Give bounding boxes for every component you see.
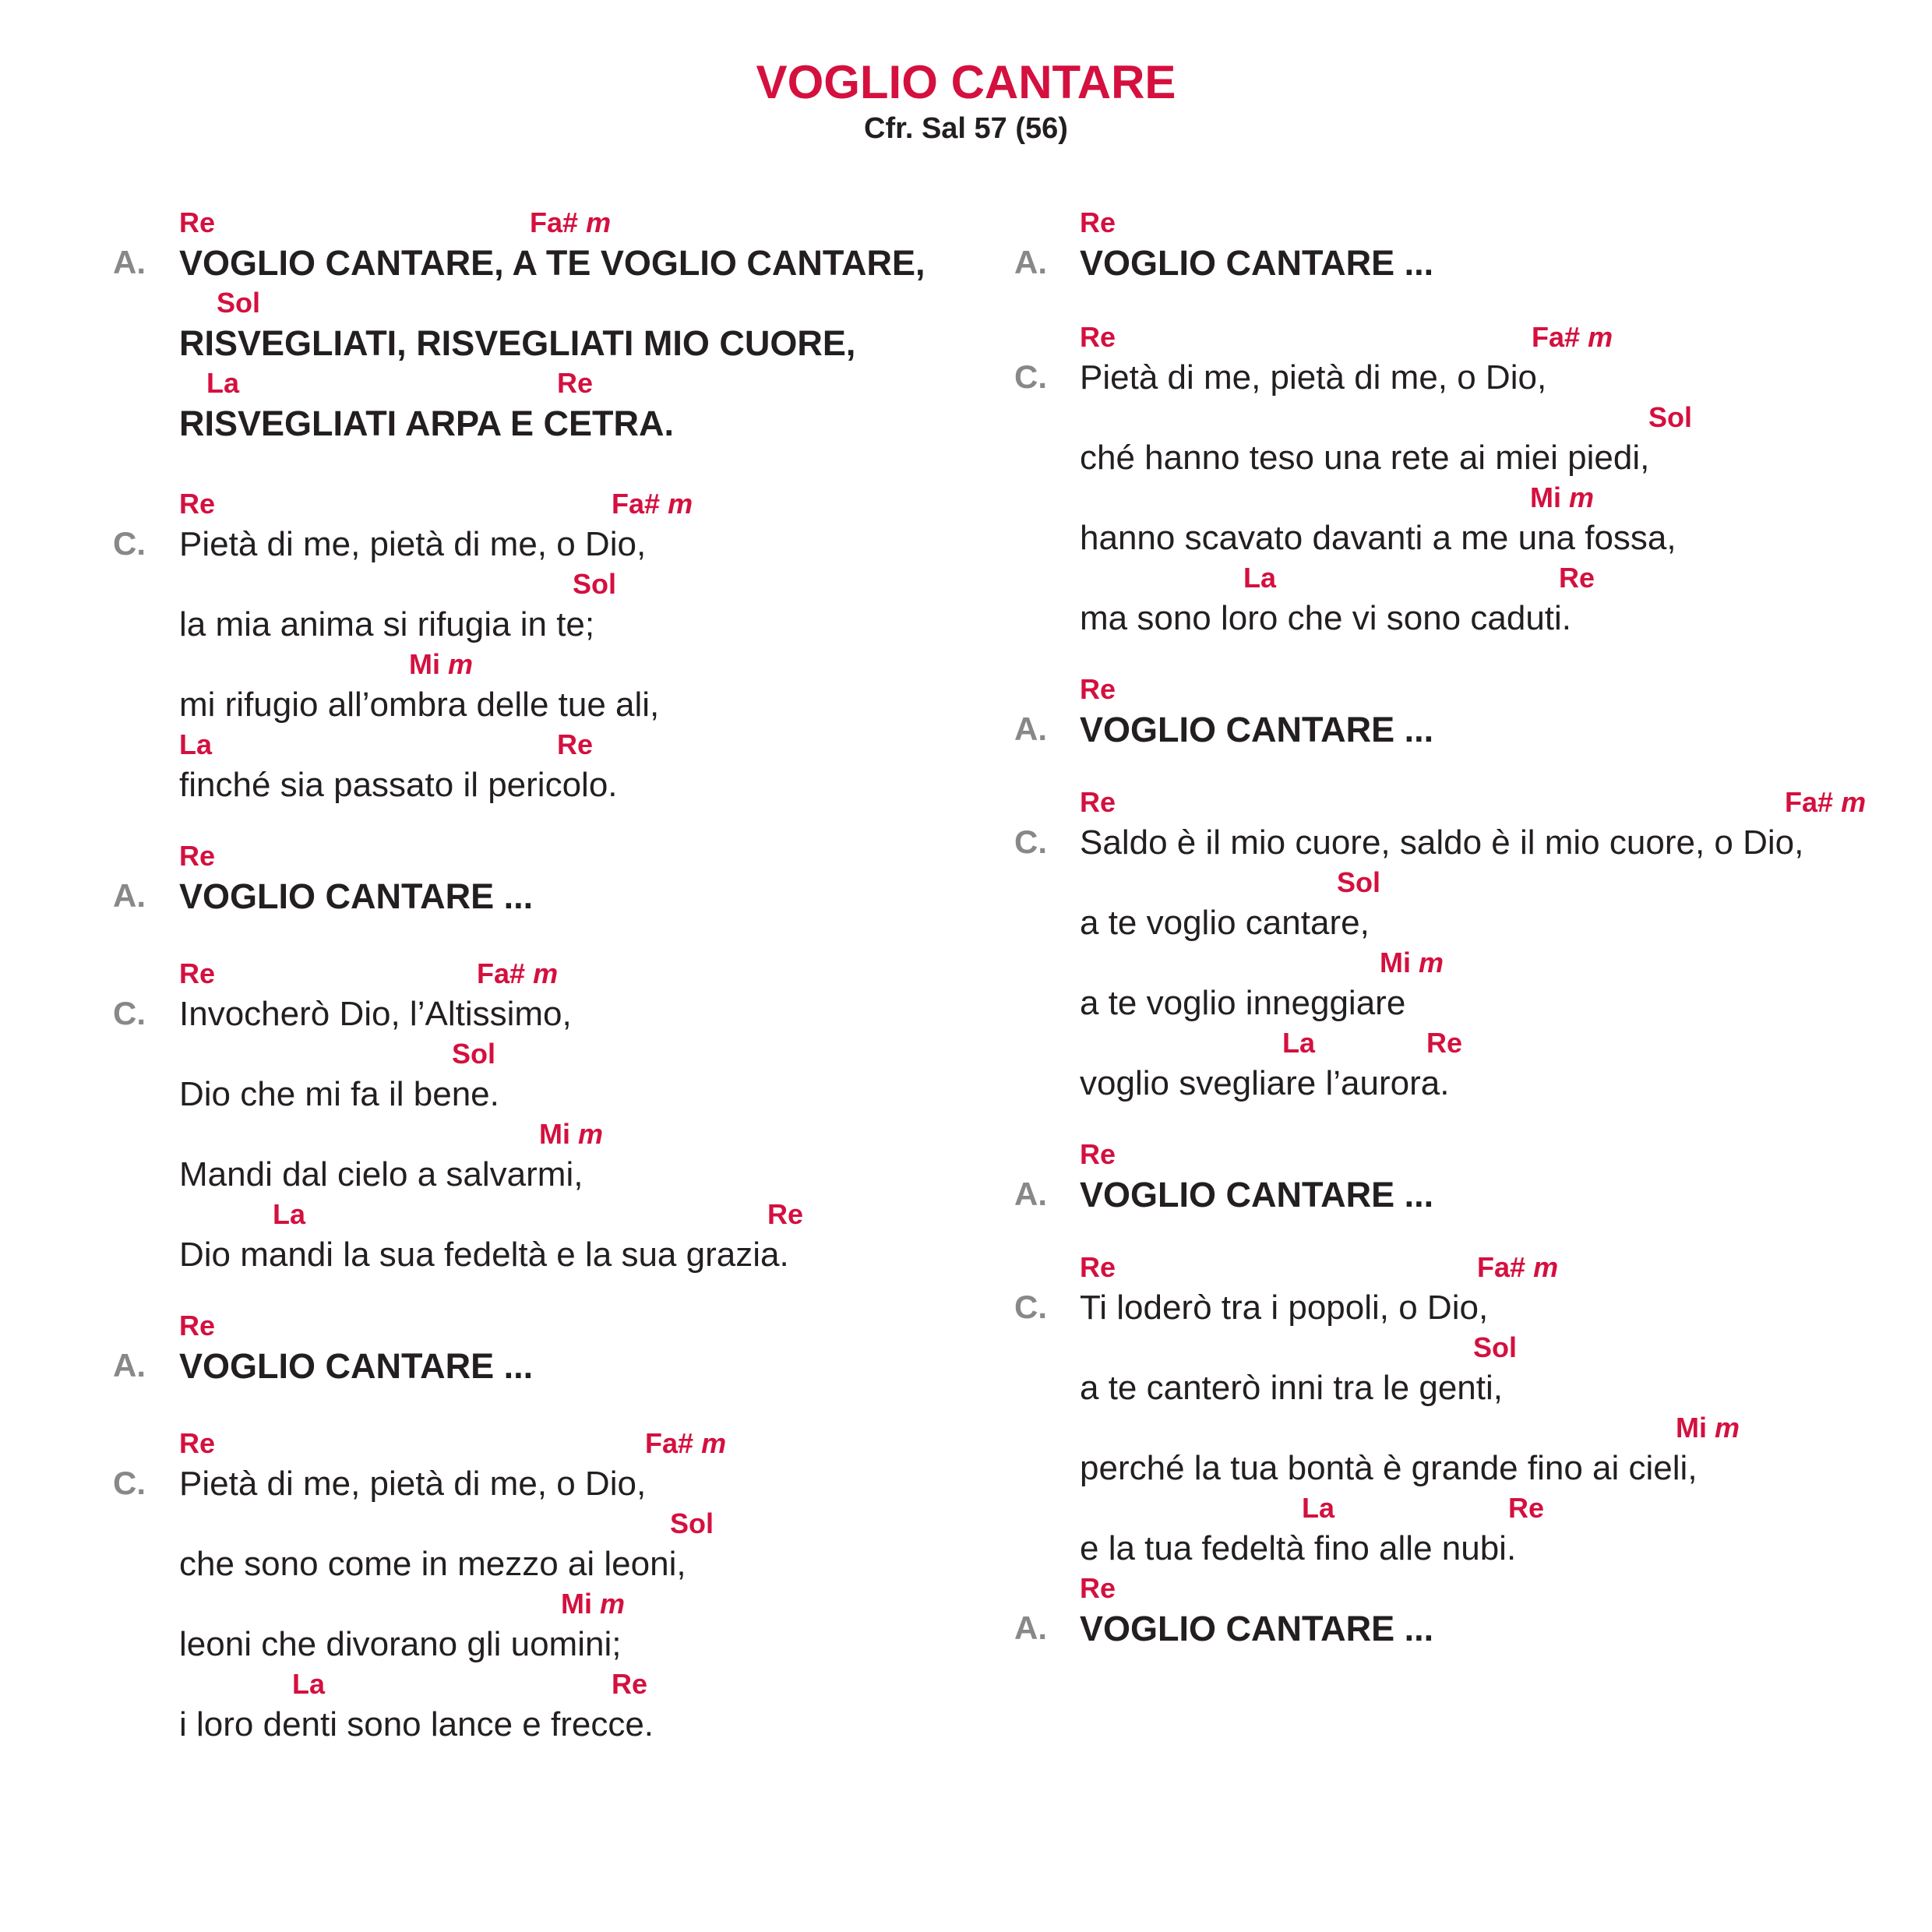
chord-root: Re [557, 728, 594, 760]
chord-root: La [1243, 562, 1277, 594]
verse-stanza [904, 787, 1932, 1108]
verse-lyric: Saldo è il mio cuore, saldo è il mio cuore, o Dio, [1080, 823, 1804, 862]
chord-quality: m [533, 957, 559, 989]
song-line [179, 729, 966, 809]
chord-label [179, 207, 215, 238]
song-line [1080, 1139, 1932, 1219]
song-line [179, 1588, 966, 1669]
chord-root: Re [179, 488, 216, 520]
chord-label [645, 1428, 726, 1459]
verse-lyric: i loro denti sono lance e frecce. [179, 1705, 654, 1743]
chord-root: Re [179, 1310, 216, 1341]
chord-root: Sol [452, 1038, 496, 1070]
refrain-stanza [904, 674, 1932, 754]
song-line [1080, 207, 1932, 287]
stanza-marker: C. [113, 1465, 146, 1501]
stanza-marker: C. [1014, 1289, 1047, 1325]
chord-root: Sol [573, 568, 617, 600]
verse-lyric: perché la tua bontà è grande fino ai cieli, [1080, 1449, 1698, 1487]
song-line [179, 287, 966, 368]
chord-label [452, 1038, 495, 1070]
song-line [1080, 1573, 1932, 1653]
chord-root: Fa# [1532, 321, 1581, 353]
chord-root: La [179, 728, 213, 760]
chord-root: Re [179, 206, 216, 238]
song-line [179, 1119, 966, 1199]
verse-stanza [0, 958, 966, 1279]
chord-label [1080, 207, 1116, 238]
chord-root: Re [1080, 1251, 1116, 1283]
chord-label [1532, 322, 1613, 353]
verse-lyric: e la tua fedeltà fino alle nubi. [1080, 1529, 1517, 1567]
chord-label [612, 1669, 647, 1700]
chord-label [1530, 482, 1594, 513]
song-line [179, 1310, 966, 1391]
chord-quality: m [1569, 481, 1595, 513]
chord-quality: m [586, 206, 612, 238]
refrain-stanza [904, 207, 1932, 287]
chord-root: La [273, 1198, 306, 1230]
chord-label [477, 958, 558, 989]
chord-label [409, 649, 473, 680]
song-line [1080, 1252, 1932, 1332]
chord-root: Sol [1337, 866, 1381, 898]
chord-label [1473, 1332, 1517, 1363]
chord-label [1080, 674, 1116, 705]
verse-lyric: Pietà di me, pietà di me, o Dio, [179, 525, 647, 563]
chord-label [1080, 1252, 1116, 1283]
verse-lyric: a te canterò inni tra le genti, [1080, 1369, 1503, 1407]
verse-lyric: Dio che mi fa il bene. [179, 1075, 499, 1113]
chord-label [561, 1588, 625, 1620]
chord-label [1648, 402, 1692, 433]
chord-quality: m [1715, 1412, 1740, 1444]
chord-label [1785, 787, 1866, 818]
chord-root: Fa# [1477, 1251, 1526, 1283]
chord-quality: m [668, 488, 693, 520]
chord-quality: m [1419, 947, 1444, 978]
chord-label [273, 1199, 305, 1230]
chord-label [206, 368, 239, 399]
chord-root: Re [1080, 206, 1116, 238]
chord-label [539, 1119, 603, 1150]
chord-root: La [292, 1668, 326, 1700]
stanza-marker: A. [113, 244, 146, 280]
verse-lyric: mi rifugio all’ombra delle tue ali, [179, 686, 660, 724]
song-title: VOGLIO CANTARE [756, 56, 1176, 108]
refrain-lyric: VOGLIO CANTARE ... [1080, 1175, 1434, 1215]
chord-label [530, 207, 611, 238]
chord-root: Fa# [477, 957, 526, 989]
stanza-marker: C. [1014, 823, 1047, 860]
verse-stanza [0, 1428, 966, 1749]
song-line [179, 841, 966, 921]
chord-quality: m [1841, 786, 1867, 818]
song-line [1080, 867, 1932, 947]
verse-lyric: Pietà di me, pietà di me, o Dio, [1080, 358, 1547, 397]
song-line [179, 1669, 966, 1749]
verse-lyric: finché sia passato il pericolo. [179, 766, 618, 804]
chord-quality: m [701, 1427, 727, 1459]
chord-root: Sol [1473, 1331, 1518, 1363]
chord-label [1337, 867, 1380, 898]
song-line [1080, 562, 1932, 643]
song-line [1080, 674, 1932, 754]
chord-root: Sol [217, 287, 261, 319]
chord-label [179, 729, 212, 760]
chord-label [217, 287, 260, 319]
refrain-lyric: VOGLIO CANTARE, A TE VOGLIO CANTARE, [179, 243, 925, 283]
refrain-lyric: VOGLIO CANTARE ... [179, 876, 534, 916]
verse-lyric: Ti loderò tra i popoli, o Dio, [1080, 1289, 1489, 1327]
chord-quality: m [1588, 321, 1613, 353]
refrain-stanza [0, 1310, 966, 1391]
song-line [179, 1199, 966, 1279]
verse-stanza [904, 1252, 1932, 1573]
chord-label [1559, 562, 1595, 594]
chord-root: Re [1080, 1572, 1116, 1604]
stanza-marker: C. [113, 995, 146, 1031]
verse-lyric: a te voglio inneggiare [1080, 984, 1406, 1022]
chord-label [179, 1428, 215, 1459]
chord-label [179, 958, 215, 989]
song-line [179, 488, 966, 569]
chord-root: Fa# [1785, 786, 1834, 818]
chord-label [1243, 562, 1276, 594]
refrain-stanza [904, 1139, 1932, 1219]
song-subtitle: Cfr. Sal 57 (56) [864, 112, 1068, 145]
stanza-marker: A. [1014, 710, 1047, 747]
chord-root: Mi [1530, 481, 1561, 513]
chord-label [1080, 787, 1116, 818]
chord-root: La [1302, 1492, 1335, 1524]
chord-root: Fa# [530, 206, 579, 238]
chord-root: La [206, 367, 240, 399]
refrain-lyric: VOGLIO CANTARE ... [1080, 710, 1434, 749]
song-line [1080, 322, 1932, 402]
verse-lyric: ma sono loro che vi sono caduti. [1080, 599, 1572, 637]
chord-root: Re [767, 1198, 804, 1230]
stanza-marker: C. [1014, 358, 1047, 395]
chord-root: Fa# [645, 1427, 694, 1459]
song-line [179, 368, 966, 448]
song-line [1080, 1493, 1932, 1573]
chord-root: Mi [561, 1588, 592, 1620]
chord-label [1508, 1493, 1544, 1524]
chord-root: Mi [409, 648, 440, 680]
stanza-marker: C. [113, 525, 146, 562]
chord-root: Re [1426, 1027, 1463, 1059]
verse-lyric: a te voglio cantare, [1080, 904, 1370, 942]
song-line [1080, 482, 1932, 562]
verse-lyric: voglio svegliare l’aurora. [1080, 1064, 1450, 1102]
verse-lyric: Pietà di me, pietà di me, o Dio, [179, 1465, 647, 1503]
chord-label [292, 1669, 325, 1700]
chord-label [612, 488, 693, 520]
chord-label [179, 1310, 215, 1341]
chord-root: Mi [1380, 947, 1411, 978]
verse-stanza [904, 322, 1932, 643]
refrain-stanza [0, 207, 966, 448]
refrain-lyric: VOGLIO CANTARE ... [1080, 1609, 1434, 1648]
chord-root: Sol [1648, 401, 1693, 433]
song-line [179, 958, 966, 1038]
right-column [904, 207, 1932, 1692]
chord-quality: m [1533, 1251, 1559, 1283]
chord-root: Re [612, 1668, 648, 1700]
chord-label [557, 368, 593, 399]
chord-quality: m [448, 648, 474, 680]
chord-label [1477, 1252, 1558, 1283]
refrain-stanza [0, 841, 966, 921]
chord-label [1080, 1139, 1116, 1170]
chord-root: Re [179, 840, 216, 872]
chord-label [1302, 1493, 1334, 1524]
song-line [1080, 402, 1932, 482]
chord-quality: m [578, 1118, 604, 1150]
chord-quality: m [600, 1588, 626, 1620]
song-line [179, 1508, 966, 1588]
refrain-lyric: RISVEGLIATI, RISVEGLIATI MIO CUORE, [179, 323, 856, 363]
song-line [1080, 787, 1932, 867]
verse-lyric: hanno scavato davanti a me una fossa, [1080, 519, 1676, 557]
chord-root: Mi [539, 1118, 570, 1150]
stanza-marker: A. [113, 877, 146, 914]
verse-stanza [0, 488, 966, 809]
verse-lyric: Mandi dal cielo a salvarmi, [179, 1155, 583, 1193]
verse-lyric: Dio mandi la sua fedeltà e la sua grazia. [179, 1236, 789, 1274]
verse-lyric: ché hanno teso una rete ai miei piedi, [1080, 439, 1650, 477]
refrain-lyric: RISVEGLIATI ARPA E CETRA. [179, 404, 675, 443]
chord-label [1080, 1573, 1116, 1604]
song-line [179, 207, 966, 287]
stanza-marker: A. [1014, 1609, 1047, 1646]
song-line [179, 1038, 966, 1119]
chord-root: La [1282, 1027, 1316, 1059]
chord-root: Re [179, 1427, 216, 1459]
song-line [1080, 1412, 1932, 1493]
chord-label [179, 488, 215, 520]
chord-root: Fa# [612, 488, 661, 520]
chord-label [670, 1508, 714, 1539]
refrain-stanza [904, 1573, 1932, 1653]
chord-label [1080, 322, 1116, 353]
verse-lyric: la mia anima si rifugia in te; [179, 605, 595, 643]
verse-lyric: che sono come in mezzo ai leoni, [179, 1545, 686, 1583]
song-line [1080, 1028, 1932, 1108]
song-line [1080, 1332, 1932, 1412]
chord-label [767, 1199, 803, 1230]
refrain-lyric: VOGLIO CANTARE ... [179, 1346, 534, 1386]
song-line [179, 1428, 966, 1508]
chord-label [179, 841, 215, 872]
verse-lyric: Invocherò Dio, l’Altissimo, [179, 995, 572, 1033]
chord-root: Re [1508, 1492, 1545, 1524]
chord-root: Re [1080, 321, 1116, 353]
chord-label [1282, 1028, 1315, 1059]
chord-root: Re [1080, 786, 1116, 818]
chord-label [1426, 1028, 1462, 1059]
left-column [0, 207, 966, 1749]
song-line [1080, 947, 1932, 1028]
chord-label [557, 729, 593, 760]
chord-root: Re [557, 367, 594, 399]
chord-label [1676, 1412, 1740, 1444]
chord-root: Sol [670, 1507, 714, 1539]
verse-lyric: leoni che divorano gli uomini; [179, 1625, 622, 1663]
chord-root: Re [1080, 673, 1116, 705]
song-line [179, 649, 966, 729]
stanza-marker: A. [1014, 1176, 1047, 1212]
stanza-marker: A. [113, 1347, 146, 1384]
chord-root: Mi [1676, 1412, 1707, 1444]
chord-label [1380, 947, 1444, 978]
song-line [179, 569, 966, 649]
chord-label [573, 569, 616, 600]
refrain-lyric: VOGLIO CANTARE ... [1080, 243, 1434, 283]
chord-root: Re [1080, 1138, 1116, 1170]
stanza-marker: A. [1014, 244, 1047, 280]
chord-root: Re [179, 957, 216, 989]
chord-root: Re [1559, 562, 1595, 594]
